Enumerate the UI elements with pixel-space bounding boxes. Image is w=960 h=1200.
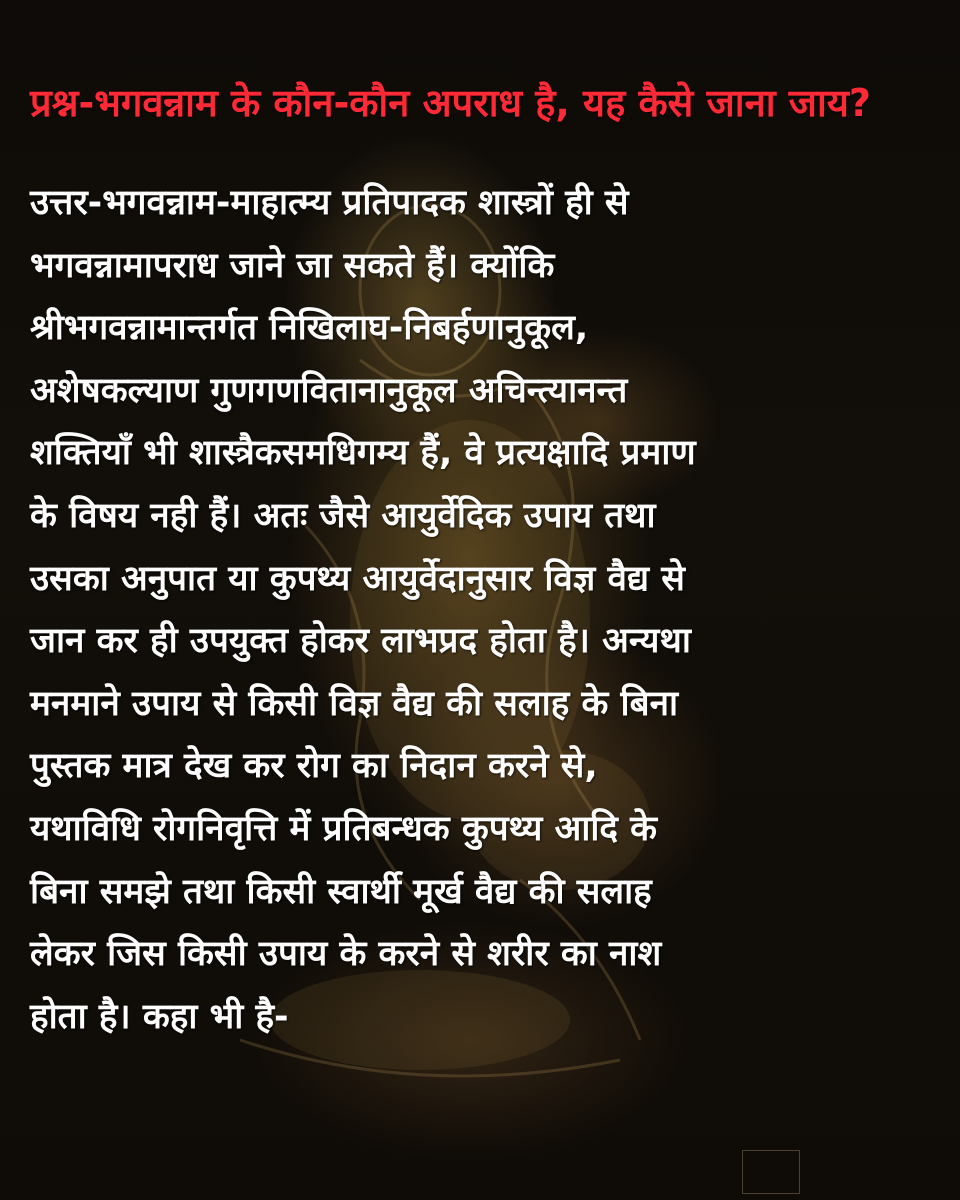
- answer-line: उसका अनुपात या कुपथ्य आयुर्वेदानुसार विज्ञ वैद्य से: [30, 558, 685, 599]
- answer-line: मनमाने उपाय से किसी विज्ञ वैद्य की सलाह के बिना: [30, 683, 679, 724]
- answer-paragraph: [30, 172, 935, 1048]
- answer-line: होता है। कहा भी है-: [30, 996, 289, 1037]
- answer-line: अशेषकल्याण गुणगणवितानानुकूल अचिन्त्यानन्त: [30, 370, 628, 411]
- answer-line: यथाविधि रोगनिवृत्ति में प्रतिबन्धक कुपथ्य आदि के: [30, 808, 658, 849]
- answer-line: के विषय नही हैं। अतः जैसे आयुर्वेदिक उपाय तथा: [30, 495, 656, 536]
- answer-line: लेकर जिस किसी उपाय के करने से शरीर का नाश: [30, 934, 662, 975]
- answer-line: उत्तर-भगवन्नाम-माहात्म्य प्रतिपादक शास्त्रों ही से: [30, 183, 629, 223]
- answer-line: जान कर ही उपयुक्त होकर लाभप्रद होता है। अन्यथा: [30, 621, 691, 662]
- answer-line: श्रीभगवन्नामान्तर्गत निखिलाघ-निबर्हणानुकूल,: [30, 308, 589, 349]
- question-heading: प्रश्न-भगवन्नाम के कौन-कौन अपराध है, यह कैसे जाना जाय?: [30, 81, 871, 125]
- answer-line: भगवन्नामापराध जाने जा सकते हैं। क्योंकि: [30, 245, 555, 286]
- painter-signature-mark: [742, 1150, 800, 1194]
- answer-line: शक्तियाँ भी शास्त्रैकसमधिगम्य हैं, वे प्रत्यक्षादि प्रमाण: [30, 433, 696, 474]
- answer-line: बिना समझे तथा किसी स्वार्थी मूर्ख वैद्य की सलाह: [30, 871, 652, 912]
- text-block: [30, 64, 935, 1048]
- answer-line: पुस्तक मात्र देख कर रोग का निदान करने से,: [30, 746, 598, 787]
